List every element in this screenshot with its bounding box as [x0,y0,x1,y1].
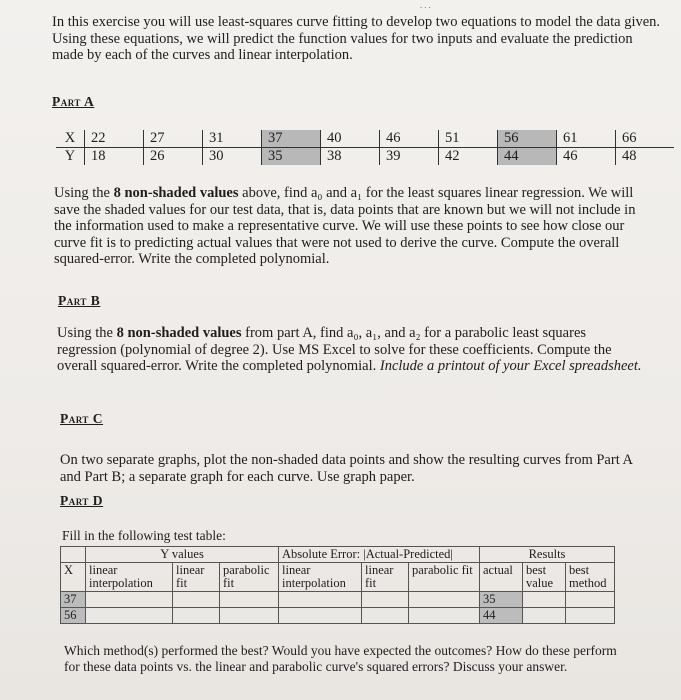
part-c-heading: Part C [60,411,104,426]
part-b-paragraph: Using the 8 non-shaded values from part A, find a₀, a₁, and a₂ for a parabolic least squares regression (polynomial of degree 2). Use MS Excel to solve for these coefficients. Compute the overall squared-error. Write the completed polynomial. Include a printout of your Excel spreadsheet. [57,325,642,374]
x-cell-shaded: 56 [498,130,557,148]
x-label: X [56,130,85,148]
linear-fit-cell[interactable] [173,592,220,608]
abs-error-header: Absolute Error: |Actual-Predicted| [279,547,480,563]
y-label: Y [64,148,76,164]
y-cell: 39 [380,148,439,166]
x-row [56,130,674,148]
x-cell-shaded: 37 [262,130,321,148]
y-cell: 46 [557,148,616,166]
x-cell: 31 [203,130,262,148]
test-x-cell: 37 [61,592,86,608]
y-cell: 38 [321,148,380,166]
y-cell: 48 [616,148,675,166]
best-method-header: best method [566,563,615,592]
best-value-cell[interactable] [523,592,566,608]
parabolic-fit-cell[interactable] [220,592,279,608]
part-a-paragraph: Using the 8 non-shaded values above, find a₀ and a₁ for the least squares linear regression. We will save the shaded values for our test data, that is, data points that are known but we will not include in the information used to make a representative curve. We will use these points to see how close our curve fit is to predicting actual values that were not used to derive the curve. Compute the overall squared-error. Write the completed polynomial. [54,185,636,267]
test-table-row [61,592,615,608]
x-cell: 66 [616,130,675,148]
best-method-cell[interactable] [566,608,615,624]
test-table [60,546,615,624]
part-b-heading: Part B [58,293,101,308]
intro-paragraph: In this exercise you will use least-squares curve fitting to develop two equations to model the data given. Using these equations, we will predict the function values for two inputs and evaluate the prediction made by each of the curves and linear interpolation. [52,14,661,63]
error-parabolic-fit-cell[interactable] [409,608,480,624]
parabolic-fit-cell[interactable] [220,608,279,624]
y-cell: 26 [144,148,203,166]
y-cell: 42 [439,148,498,166]
y-row [56,148,674,166]
part-d-intro: Fill in the following test table: [62,528,226,543]
best-method-cell[interactable] [566,592,615,608]
error-linear-interpolation-header: linear interpolation [279,563,362,592]
error-parabolic-fit-header: parabolic fit [409,563,480,592]
error-linear-fit-header: linear fit [362,563,409,592]
x-cell: 46 [380,130,439,148]
x-cell: 61 [557,130,616,148]
test-table-header-row-1 [61,547,615,563]
x-cell: 51 [439,130,498,148]
linear-interpolation-header: linear interpolation [86,563,173,592]
error-linear-interpolation-cell[interactable] [279,608,362,624]
y-cell: 30 [203,148,262,166]
part-c-paragraph: On two separate graphs, plot the non-shaded data points and show the resulting curves from Part A and Part B; a separate graph for each curve. Use graph paper. [60,452,633,485]
linear-interpolation-cell[interactable] [86,592,173,608]
error-linear-fit-cell[interactable] [362,592,409,608]
actual-cell: 44 [480,608,523,624]
linear-fit-cell[interactable] [173,608,220,624]
error-linear-fit-cell[interactable] [362,608,409,624]
part-d-heading: Part D [60,493,104,508]
error-parabolic-fit-cell[interactable] [409,592,480,608]
best-value-cell[interactable] [523,608,566,624]
x-header: X [61,563,86,592]
results-header: Results [480,547,615,563]
parabolic-fit-header: parabolic fit [220,563,279,592]
y-cell-shaded: 35 [262,148,321,166]
test-table-row [61,608,615,624]
x-cell: 40 [321,130,380,148]
best-value-header: best value [523,563,566,592]
linear-fit-header: linear fit [173,563,220,592]
x-cell: 22 [85,130,144,148]
y-cell-shaded: 44 [498,148,557,166]
linear-interpolation-cell[interactable] [86,608,173,624]
xy-data-table [56,130,674,165]
actual-cell: 35 [480,592,523,608]
test-table-header-row-2 [61,563,615,592]
test-x-cell: 56 [61,608,86,624]
part-a-heading: Part A [52,94,95,109]
y-cell: 18 [85,148,144,166]
torn-header-fragment: ... [420,0,433,10]
y-values-header: Y values [86,547,279,563]
actual-header: actual [480,563,523,592]
x-cell: 27 [144,130,203,148]
error-linear-interpolation-cell[interactable] [279,592,362,608]
part-d-question: Which method(s) performed the best? Would you have expected the outcomes? How do these perform for these data points vs. the linear and parabolic curve's squared errors? Discuss your answer. [64,643,617,674]
